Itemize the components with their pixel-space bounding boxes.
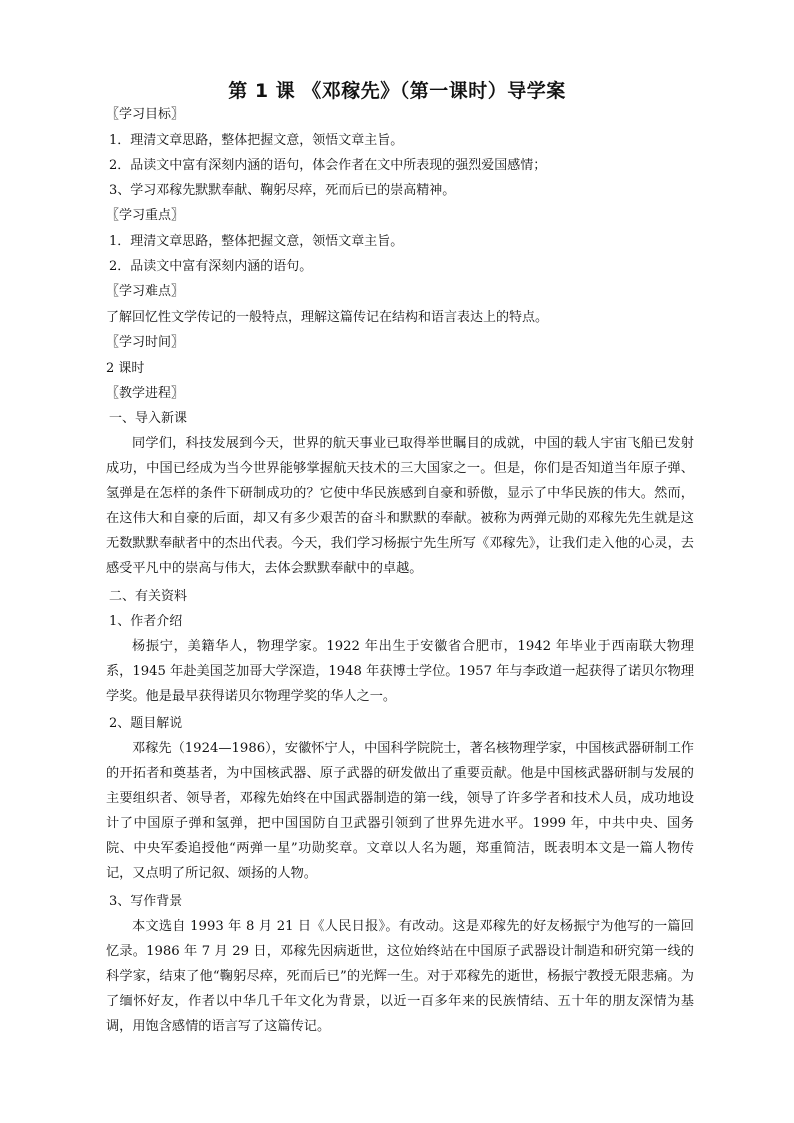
process-heading: 〖教学进程〗 bbox=[106, 386, 185, 401]
page-title: 第 1 课 《邓稼先》（第一课时）导学案 bbox=[228, 80, 566, 102]
objective-item: 3、学习邓稼先默默奉献、鞠躬尽瘁，死而后已的崇高精神。 bbox=[109, 183, 456, 198]
key-point-item: 1．理清文章思路，整体把握文意，领悟文章主旨。 bbox=[109, 234, 404, 249]
background-paragraph: 本文选自 1993 年 8 月 21 日《人民日报》。有改动。这是邓稼先的好友杨振宁为他写的一篇回忆录。1986 年 7 月 29 日，邓稼先因病逝世，这位始终站在中国原子武器设计制造和研究第一线的科学家，结束了他“鞠躬尽瘁，死而后已”的光辉一生。对于邓稼先的逝世，杨振宁教授无限悲痛。为了缅怀好友，作者以中华几千年文化为背景，以近一百多年来的民族情结、五十年的朋友深情为基调，用饱含感情的语言写了这篇传记。 bbox=[106, 919, 694, 1034]
sub-heading: 1、作者介绍 bbox=[109, 614, 183, 629]
difficulty-text: 了解回忆性文学传记的一般特点，理解这篇传记在结构和语言表达上的特点。 bbox=[106, 310, 549, 325]
section-heading: 一、导入新课 bbox=[109, 411, 188, 426]
objective-item: 2．品读文中富有深刻内涵的语句，体会作者在文中所表现的强烈爱国感情； bbox=[109, 158, 547, 173]
sub-heading: 2、题目解说 bbox=[109, 716, 183, 731]
title-explanation-paragraph: 邓稼先（1924—1986），安徽怀宁人，中国科学院院士，著名核物理学家，中国核武器研制工作的开拓者和奠基者，为中国核武器、原子武器的研发做出了重要贡献。他是中国核武器研制与发展的主要组织者、领导者，邓稼先始终在中国武器制造的第一线，领导了许多学者和技术人员，成功地设计了中国原子弹和氢弹，把中国国防自卫武器引领到了世界先进水平。1999 年，中共中央、国务院、中央军委追授他“两弹一星”功勋奖章。文章以人名为题，郑重简洁，既表明本文是一篇人物传记，又点明了所记叙、颂扬的人物。 bbox=[106, 741, 694, 881]
sub-heading: 3、写作背景 bbox=[109, 894, 183, 909]
objective-item: 1．理清文章思路，整体把握文意，领悟文章主旨。 bbox=[109, 133, 404, 148]
key-points-heading: 〖学习重点〗 bbox=[106, 208, 185, 223]
time-value: 2 课时 bbox=[106, 361, 145, 376]
key-point-item: 2．品读文中富有深刻内涵的语句。 bbox=[109, 259, 313, 274]
time-heading: 〖学习时间〗 bbox=[106, 335, 185, 350]
author-paragraph: 杨振宁，美籍华人，物理学家。1922 年出生于安徽省合肥市，1942 年毕业于西南联大物理系，1945 年赴美国芝加哥大学深造，1948 年获博士学位。1957 年与李政道一起获得了诺贝尔物理学奖。他是最早获得诺贝尔物理学奖的华人之一。 bbox=[106, 639, 695, 704]
objectives-heading: 〖学习目标〗 bbox=[106, 107, 185, 122]
intro-paragraph: 同学们，科技发展到今天，世界的航天事业已取得举世瞩目的成就，中国的载人宇宙飞船已发射成功，中国已经成为当今世界能够掌握航天技术的三大国家之一。但是，你们是否知道当年原子弹、氢弹是在怎样的条件下研制成功的？它使中华民族感到自豪和骄傲，显示了中华民族的伟大。然而，在这伟大和自豪的后面，却又有多少艰苦的奋斗和默默的奉献。被称为两弹元勋的邓稼先先生就是这无数默默奉献者中的杰出代表。今天，我们学习杨振宁先生所写《邓稼先》，让我们走入他的心灵，去感受平凡中的崇高与伟大，去体会默默奉献中的卓越。 bbox=[106, 436, 694, 576]
section-heading: 二、有关资料 bbox=[109, 589, 188, 604]
difficulty-heading: 〖学习难点〗 bbox=[106, 284, 185, 299]
